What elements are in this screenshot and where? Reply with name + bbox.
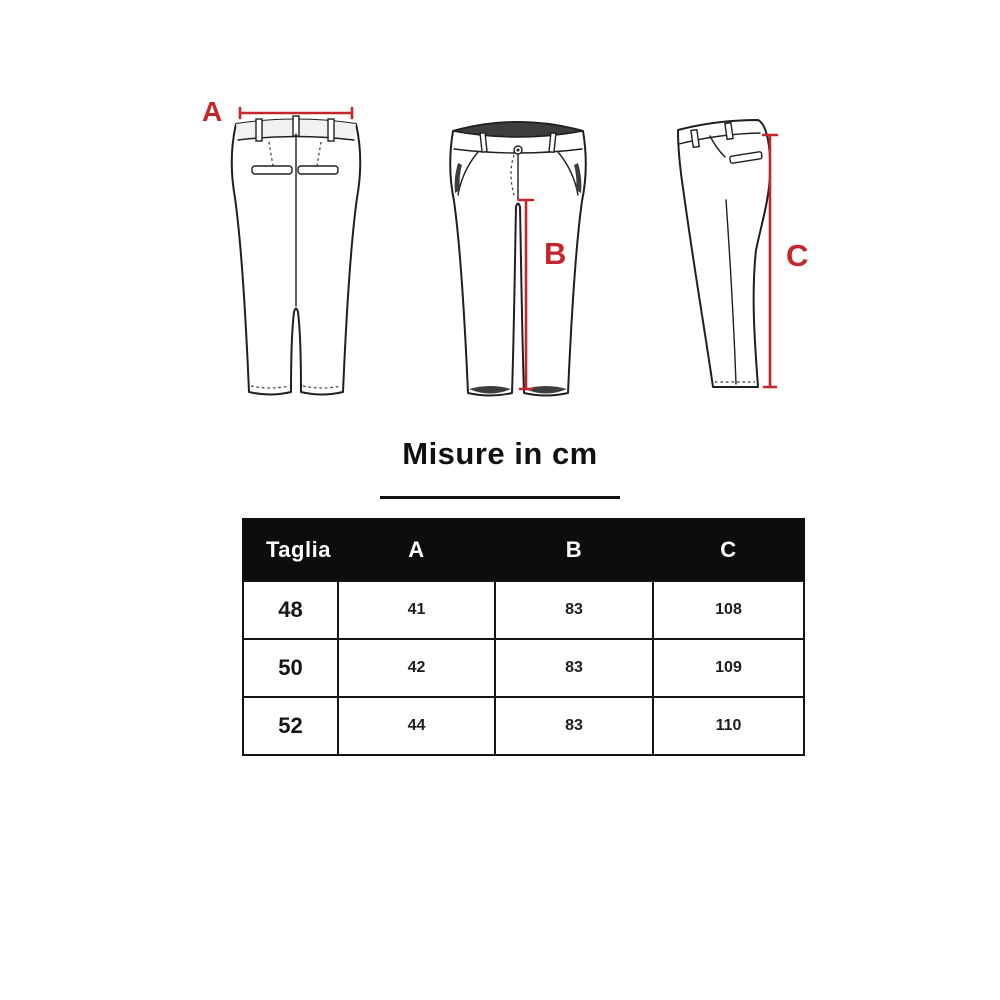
front-waistband-inner — [453, 122, 583, 137]
pants-back-view-diagram — [222, 100, 368, 410]
header-b: B — [495, 519, 653, 581]
cell-48-a: 41 — [338, 581, 495, 639]
title-underline — [380, 496, 620, 499]
table-row — [243, 697, 804, 755]
table-row — [243, 581, 804, 639]
measure-label-c: C — [786, 238, 809, 273]
size-table — [242, 518, 805, 756]
cell-52-a: 44 — [338, 697, 495, 755]
table-row — [243, 639, 804, 697]
measure-label-b: B — [544, 236, 567, 271]
cell-size-52: 52 — [243, 697, 338, 755]
pants-front-view-icon — [445, 105, 591, 405]
cell-50-a: 42 — [338, 639, 495, 697]
header-c: C — [653, 519, 804, 581]
waist-button — [514, 146, 522, 154]
cell-50-b: 83 — [495, 639, 653, 697]
table-header-row — [243, 519, 804, 581]
cell-size-48: 48 — [243, 581, 338, 639]
pants-back-view-icon — [222, 100, 368, 410]
cell-48-c: 108 — [653, 581, 804, 639]
front-hem-openings — [469, 386, 567, 394]
cell-52-c: 110 — [653, 697, 804, 755]
header-taglia: Taglia — [243, 519, 338, 581]
measure-label-a: A — [202, 96, 223, 127]
pants-front-view-diagram — [445, 105, 591, 405]
page-title: Misure in cm — [402, 436, 598, 471]
cell-48-b: 83 — [495, 581, 653, 639]
cell-50-c: 109 — [653, 639, 804, 697]
header-a: A — [338, 519, 495, 581]
cell-size-50: 50 — [243, 639, 338, 697]
cell-52-b: 83 — [495, 697, 653, 755]
